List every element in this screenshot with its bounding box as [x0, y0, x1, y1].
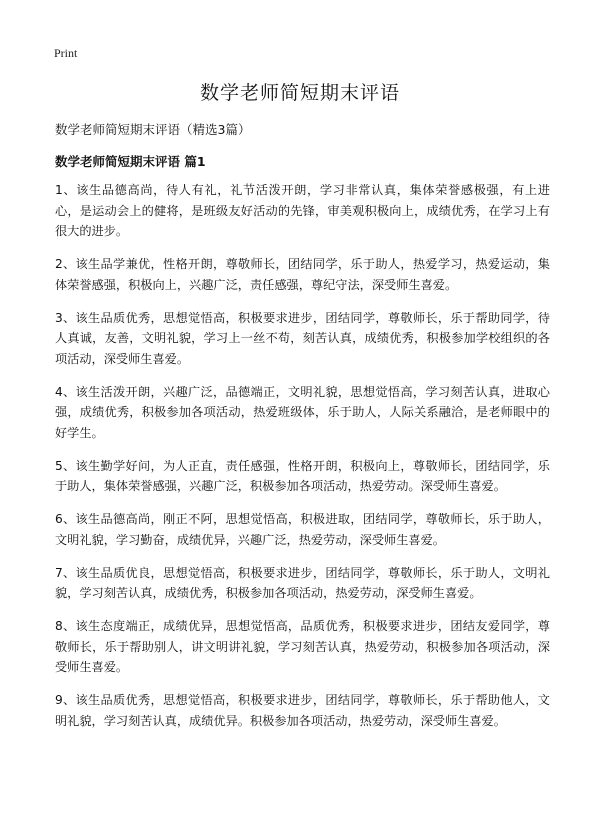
comment-item-1: 1、该生品德高尚，待人有礼，礼节活泼开朗，学习非常认真，集体荣誉感极强，有上进心，是运动会上的健将，是班级友好活动的先锋，审美观积极向上，成绩优秀，在学习上有很大的进步。 — [55, 183, 550, 238]
comment-item-9: 9、该生品质优秀，思想觉悟高，积极要求进步，团结同学，尊敬师长，乐于帮助他人，文明礼貌，学习刻苦认真，成绩优异。积极参加各项活动，热爱劳动，深受师生喜爱。 — [55, 693, 550, 728]
comment-item-6: 6、该生品德高尚，刚正不阿，思想觉悟高，积极进取，团结同学，尊敬师长，乐于助人，文明礼貌，学习勤奋，成绩优异，兴趣广泛，热爱劳动，深受师生喜爱。 — [55, 512, 550, 547]
document-subtitle: 数学老师简短期末评语（精选3篇） — [55, 122, 251, 137]
comment-item-5: 5、该生勤学好问，为人正直，责任感强，性格开朗，积极向上，尊敬师长，团结同学，乐于助人，集体荣誉感强，兴趣广泛，积极参加各项活动，热爱劳动。深受师生喜爱。 — [55, 458, 550, 493]
comment-list — [55, 180, 550, 744]
comment-item-2: 2、该生品学兼优，性格开朗，尊敬师长，团结同学，乐于助人，热爱学习，热爱运动，集体荣誉感强，积极向上，兴趣广泛，责任感强，尊纪守法，深受师生喜爱。 — [55, 257, 550, 292]
section-heading: 数学老师简短期末评语 篇1 — [55, 154, 206, 169]
page-title: 数学老师简短期末评语 — [199, 82, 400, 104]
comment-item-7: 7、该生品质优良，思想觉悟高，积极要求进步，团结同学，尊敬师长，乐于助人，文明礼貌，学习刻苦认真，成绩优秀，积极参加各项活动，热爱劳动，深受师生喜爱。 — [55, 565, 550, 600]
comment-item-4: 4、该生活泼开朗，兴趣广泛，品德端正，文明礼貌，思想觉悟高，学习刻苦认真，进取心强，成绩优秀，积极参加各项活动，热爱班级体，乐于助人，人际关系融洽，是老师眼中的好学生。 — [55, 384, 550, 440]
print-link[interactable]: Print — [54, 46, 78, 60]
comment-item-8: 8、该生态度端正，成绩优异，思想觉悟高，品质优秀，积极要求进步，团结友爱同学，尊敬师长，乐于帮助别人，讲文明讲礼貌，学习刻苦认真，热爱劳动，积极参加各项活动，深受师生喜爱。 — [55, 619, 550, 674]
comment-item-3: 3、该生品质优秀，思想觉悟高，积极要求进步，团结同学，尊敬师长，乐于帮助同学，待人真诚，友善，文明礼貌，学习上一丝不苟，刻苦认真，成绩优秀，积极参加学校组织的各项活动，深受师生喜爱。 — [55, 310, 550, 366]
